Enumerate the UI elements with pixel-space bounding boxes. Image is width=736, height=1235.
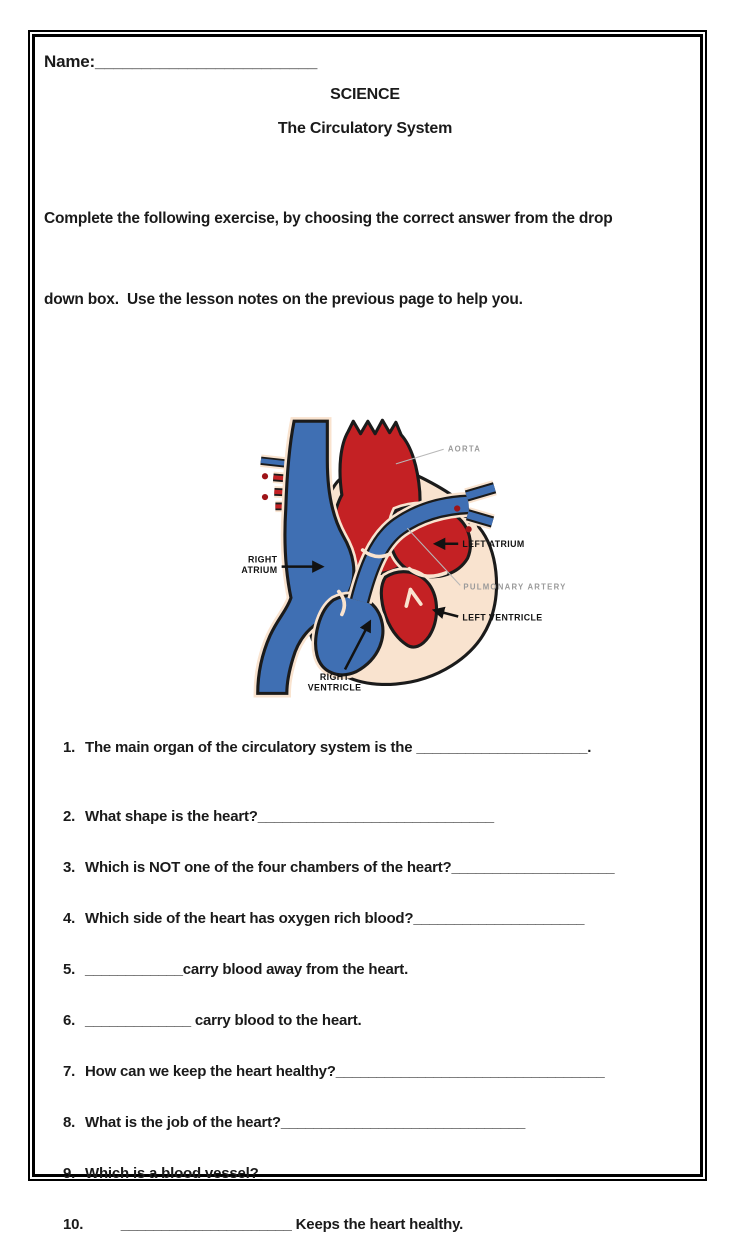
- question-text[interactable]: _____________________ Keeps the heart healthy.: [85, 1216, 464, 1233]
- right-ventricle-label: VENTRICLE: [307, 682, 362, 693]
- question-text[interactable]: The main organ of the circulatory system is the _____________________.: [85, 739, 592, 756]
- question-row: [63, 858, 686, 878]
- right-atrium-label: RIGHT: [247, 554, 278, 565]
- page-title: SCIENCE: [330, 86, 400, 103]
- pulmonary-artery-label: PULMONARY ARTERY: [463, 582, 567, 592]
- blood-dot-icon: [262, 494, 268, 500]
- instructions: [44, 151, 686, 367]
- right-atrium-label: ATRIUM: [241, 564, 278, 575]
- question-row: [63, 1164, 686, 1184]
- question-text[interactable]: Which side of the heart has oxygen rich blood?_____________________: [85, 910, 585, 927]
- question-list: [44, 738, 686, 1235]
- question-row: [63, 807, 686, 827]
- question-number: 8.: [63, 1114, 76, 1131]
- question-number: 2.: [63, 808, 76, 825]
- worksheet-content: [35, 37, 700, 1235]
- page-border-inner: [32, 34, 703, 1233]
- blood-dot-icon: [454, 505, 460, 511]
- name-line: [44, 52, 686, 72]
- question-row: [63, 909, 686, 929]
- question-number: 3.: [63, 859, 76, 876]
- question-row: [63, 1062, 686, 1082]
- question-row: [63, 1011, 686, 1031]
- left-ventricle-label: LEFT VENTRICLE: [462, 612, 543, 623]
- question-number: 5.: [63, 961, 76, 978]
- question-text[interactable]: Which is a blood vessel? ____________________________________: [85, 1165, 556, 1182]
- question-number: 6.: [63, 1012, 76, 1029]
- question-row: [63, 1215, 686, 1235]
- question-number: 10.: [63, 1216, 84, 1233]
- question-text[interactable]: _____________ carry blood to the heart.: [85, 1012, 362, 1029]
- question-number: 4.: [63, 910, 76, 927]
- aorta-label: AORTA: [447, 444, 482, 454]
- blood-dot-icon: [262, 473, 268, 479]
- heart-diagram-svg: [238, 417, 567, 708]
- question-number: 7.: [63, 1063, 76, 1080]
- left-atrium-label: LEFT ATRIUM: [462, 538, 525, 549]
- page-subtitle: The Circulatory System: [277, 120, 453, 137]
- question-text[interactable]: Which is NOT one of the four chambers of the heart?____________________: [85, 859, 615, 876]
- question-row: [63, 1113, 686, 1133]
- blood-dot-icon: [465, 526, 471, 532]
- question-number: 1.: [63, 739, 76, 756]
- question-row: [63, 960, 686, 980]
- name-label: Name:: [44, 52, 95, 71]
- question-text[interactable]: ____________carry blood away from the heart.: [85, 961, 409, 978]
- instructions-line-2: down box. Use the lesson notes on the previous page to help you.: [44, 291, 523, 308]
- instructions-line-1: Complete the following exercise, by choosing the correct answer from the drop: [44, 210, 613, 227]
- name-blank[interactable]: ________________________: [94, 52, 318, 71]
- right-ventricle-label: RIGHT: [319, 671, 350, 682]
- page-border: [28, 30, 707, 1233]
- question-text[interactable]: What shape is the heart?_____________________________: [85, 808, 494, 825]
- question-text[interactable]: How can we keep the heart healthy?_________________________________: [85, 1063, 605, 1080]
- question-number: 9.: [63, 1165, 76, 1182]
- question-row: [63, 738, 686, 758]
- question-text[interactable]: What is the job of the heart?______________________________: [85, 1114, 526, 1131]
- heart-diagram: [238, 417, 567, 708]
